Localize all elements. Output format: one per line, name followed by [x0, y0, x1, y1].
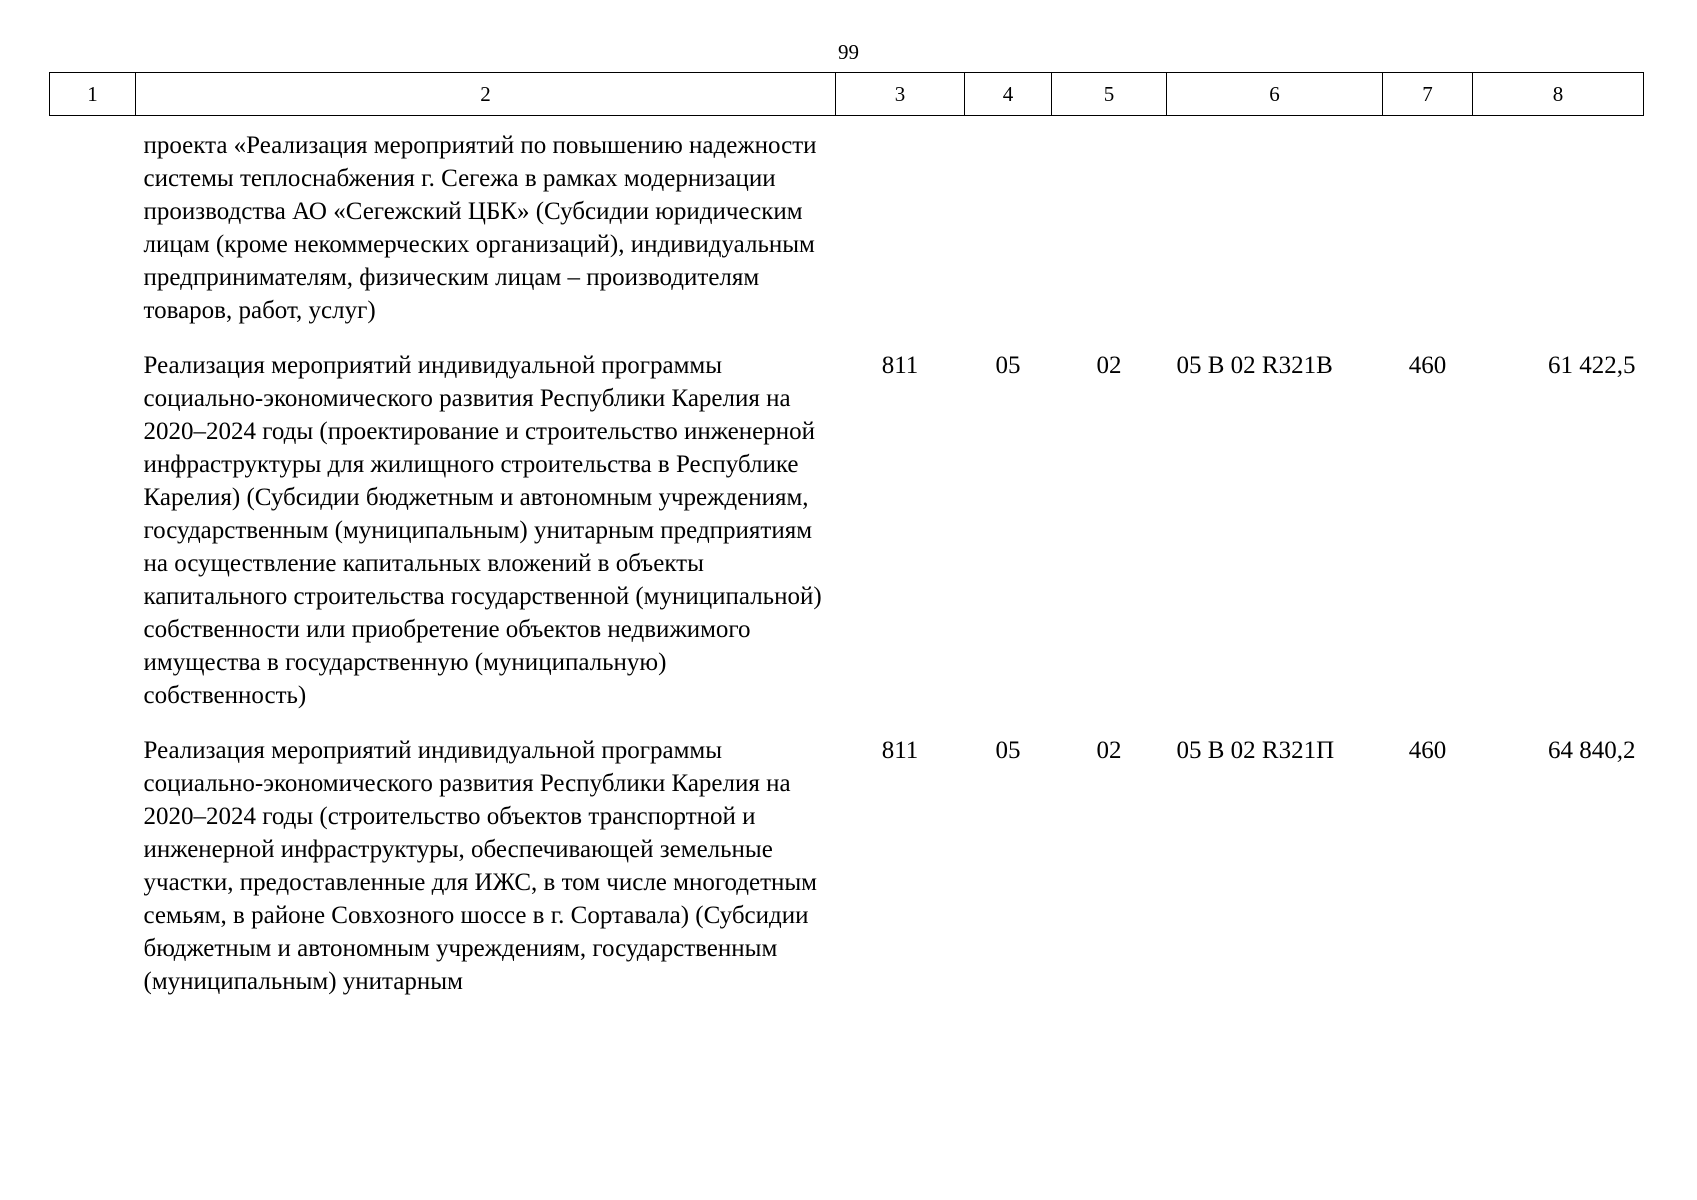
row-col6: 05 В 02 R321П: [1176, 737, 1335, 764]
column-header-6: 6: [1167, 73, 1383, 116]
row-col7: [1383, 116, 1473, 328]
table-header-row: [50, 73, 1644, 116]
row-col5: [1052, 116, 1167, 328]
row-description: Реализация мероприятий индивидуальной программы социально-экономического развития Республики Карелия на 2020–2024 годы (проектирование и строительство инженерной инфраструктуры для жилищного строительства в Республике Карелия) (Субсидии бюджетным и автономным учреждениям, государственным (муниципальным) унитарным предприятиям на осуществление капитальных вложений в объекты капитального строительства государственной (муниципальной) собственности или приобретение объектов недвижимого имущества в государственную (муниципальную) собственность): [143, 352, 822, 709]
table-row: [50, 327, 1644, 712]
column-header-3: 3: [836, 73, 965, 116]
column-header-1: 1: [50, 73, 136, 116]
row-description: проекта «Реализация мероприятий по повышению надежности системы теплоснабжения г. Сегежа в рамках модернизации производства АО «Сегежский ЦБК» (Субсидии юридическим лицам (кроме некоммерческих организаций), индивидуальным предпринимателям, физическим лицам – производителям товаров, работ, услуг): [143, 132, 817, 324]
row-description: Реализация мероприятий индивидуальной программы социально-экономического развития Республики Карелия на 2020–2024 годы (строительство объектов транспортной и инженерной инфраструктуры, обеспечивающей земельные участки, предоставленные для ИЖС, в том числе многодетным семьям, в районе Совхозного шоссе в г. Сортавала) (Субсидии бюджетным и автономным учреждениям, государственным (муниципальным) унитарным: [143, 737, 817, 995]
budget-table: [49, 72, 1644, 998]
row-col6: 05 В 02 R321В: [1176, 352, 1333, 379]
column-header-5: 5: [1052, 73, 1167, 116]
table-row: [50, 116, 1644, 328]
row-col4: 05: [995, 352, 1021, 379]
row-col4: 05: [995, 737, 1021, 764]
row-col7: 460: [1408, 352, 1447, 379]
row-col3: [836, 116, 965, 328]
row-col3: 811: [881, 737, 919, 764]
row-col8: 61 422,5: [1548, 352, 1636, 379]
page-number: 99: [838, 40, 859, 64]
row-col3: 811: [881, 352, 919, 379]
table-row: [50, 712, 1644, 998]
row-col5: 02: [1096, 737, 1122, 764]
row-col5: 02: [1096, 352, 1122, 379]
row-col8: [1473, 116, 1644, 328]
column-header-8: 8: [1473, 73, 1644, 116]
column-header-4: 4: [965, 73, 1052, 116]
row-col8: 64 840,2: [1548, 737, 1636, 764]
row-col4: [965, 116, 1052, 328]
column-header-7: 7: [1383, 73, 1473, 116]
row-col7: 460: [1408, 737, 1447, 764]
row-col6: [1167, 116, 1383, 328]
column-header-2: 2: [136, 73, 836, 116]
